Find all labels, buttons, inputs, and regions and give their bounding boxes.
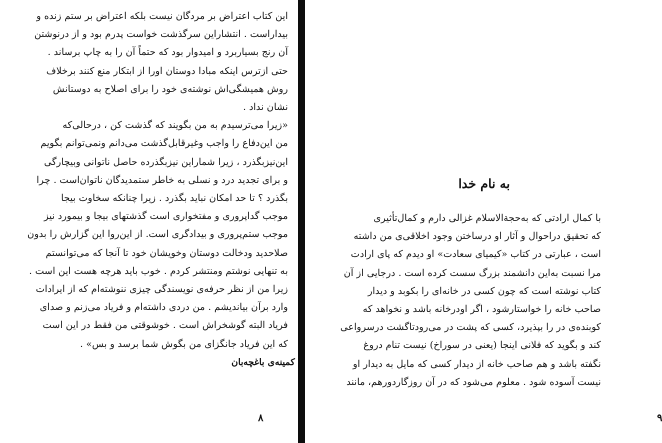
left-line: موجب گداپروری و مفتخواری است گذشتهای بیجا و بیمورد نیز xyxy=(43,211,288,223)
left-line: حتی ازترس اینکه مبادا دوستان اورا از ابتکار منع کنند برخلاف xyxy=(46,65,288,77)
right-page-heading: به نام خدا xyxy=(458,176,510,191)
right-line: نیست آسوده شود . معلوم می‌شود که در آن روزگاردورهم، مانند xyxy=(346,376,601,388)
left-line: موجب ستم‌پروری و بیدادگری است. از این‌روا این گزارش را بدون xyxy=(27,229,288,241)
left-line: آن رنج بسیاربرد و امیدوار بود که حتماً آن را به چاپ برساند . xyxy=(47,47,288,59)
right-line: کوبنده‌ی در را بپذیرد، کسی که پشت در می‌رودتاگشت درسرواعی xyxy=(340,322,601,334)
left-line: بیداراست . انتشاراین سرگذشت خواست پدرم بود و از درنوشتن xyxy=(34,29,288,41)
left-line: زیرا من از نظر حرفه‌ی نویسندگی چیزی ننوشته‌ام که از ایرادات xyxy=(35,284,288,296)
left-line: فریاد البته گوشخراش است . خوشوقتی من فقط در این است xyxy=(42,320,288,332)
right-line: نگفته باشد و هم صاحب خانه از دیدار کسی که مایل به دیدار او xyxy=(352,358,601,370)
author-signature: کمینه‌ی باغچه‌بان xyxy=(231,357,295,368)
page-number-right: ۹ xyxy=(657,413,662,424)
left-line: روش همیشگی‌اش نوشته‌ی خود را برای اصلاح به دوستانش xyxy=(52,83,288,95)
left-line: این کتاب اعتراض بر مردگان نیست بلکه اعتراض بر ستم زنده و xyxy=(36,11,288,22)
book-gutter xyxy=(298,0,305,443)
left-line: وارد برآن بیاندیشم . من دردی داشته‌ام و فریاد می‌زنم و صدای xyxy=(39,302,288,314)
left-line: صلاحدید ودخالت دوستان وخویشان خود تا آنجا که می‌توانستم xyxy=(45,247,288,259)
left-line: بگذرد ؟ تا حد امکان نباید بگذرد . زیرا چنانکه سخاوت بیجا xyxy=(61,193,288,205)
left-page-body xyxy=(8,8,288,354)
left-line: من این‌دفاع را واجب وغیرقابل‌گذشت می‌دانم ونمی‌توانم بگویم xyxy=(40,138,288,150)
left-line: به تنهایی نوشتم ومنتشر کردم . خوب باید هرچه هست این است . xyxy=(29,265,288,277)
right-line: با کمال ارادتی که به‌حجة‌الاسلام غزالی دارم و کمال‌تأثیری xyxy=(373,213,601,224)
right-page-body xyxy=(321,210,601,392)
page-number-left: ۸ xyxy=(258,413,264,424)
left-line: و برای تجدید درد و نسلی به خاطر ستمدیدگان ناتوان‌است . چرا xyxy=(36,174,288,186)
right-line: کتاب نوشته است که چون کسی در خانه‌ای را بکوبد و دیدار xyxy=(367,285,601,297)
right-line: مرا نسبت به‌این دانشمند بزرگ سست کرده است . درجایی از آن xyxy=(343,267,601,279)
left-line: که این فریاد جانگزای من بگوش شما برسد و بس» . xyxy=(80,338,288,350)
right-line: کند و بگوید که فلانی اینجا (یعنی در سوراخ) نیست تنام دروغ xyxy=(363,340,601,352)
right-line: است ، عبارتی در کتاب «کیمیای سعادت» او دیدم که پای ارادت xyxy=(350,249,601,261)
right-page xyxy=(305,0,662,443)
right-line: صاحب خانه را خواستارشود ، اگر اودرخانه باشد و نخواهد که xyxy=(362,304,601,316)
left-line: این‌نیزبگذرد ، زیرا شماراین نیزبگذرده حاصل ناتوانی وبیچارگی xyxy=(43,156,288,168)
left-line: «زیرا می‌ترسیدم به من بگویند که گذشت کن ، درحالی‌که xyxy=(62,120,288,132)
left-page xyxy=(0,0,298,443)
right-line: که تحقیق دراحوال و آثار او درساختن وجود اخلاقی‌ی من داشته xyxy=(353,231,601,243)
left-line: نشان نداد . xyxy=(243,102,288,114)
